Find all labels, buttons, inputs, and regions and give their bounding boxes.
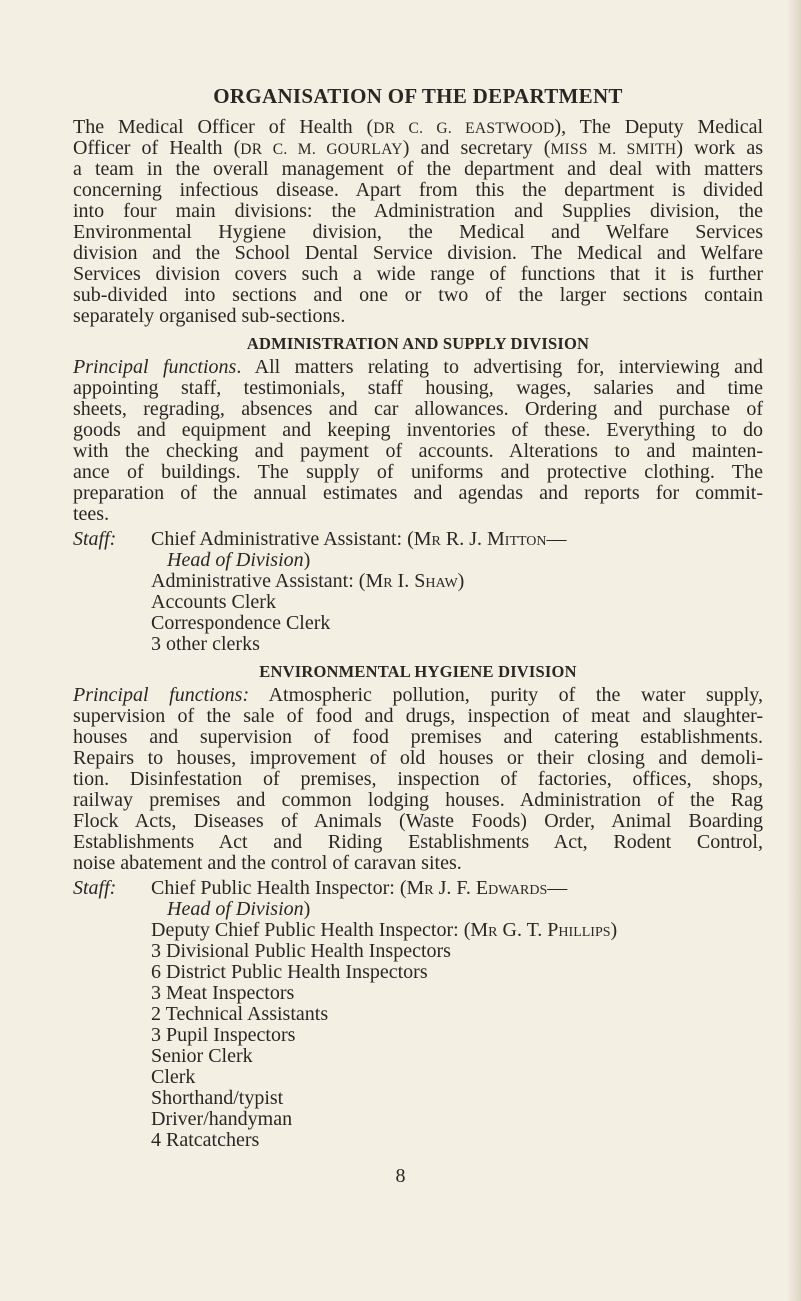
text-segment: Officer of Health ( bbox=[73, 137, 241, 159]
text-segment: tion. Disinfestation of premises, inspection of factories, offices, shops, bbox=[73, 768, 763, 790]
text-segment: ) bbox=[303, 549, 311, 571]
text-line bbox=[73, 483, 763, 504]
staff-item bbox=[73, 1088, 763, 1109]
italic-text: Principal functions: bbox=[73, 684, 250, 706]
text-segment: Chief Public Health Inspector: ( bbox=[151, 877, 407, 899]
text-segment: concerning infectious disease. Apart from this the department is divided bbox=[73, 179, 763, 201]
text-line bbox=[73, 504, 763, 525]
text-line bbox=[73, 727, 763, 748]
text-segment: 6 District Public Health Inspectors bbox=[151, 961, 428, 983]
text-segment: Correspondence Clerk bbox=[151, 612, 331, 634]
staff-list bbox=[73, 529, 763, 655]
text-segment: ) and secretary ( bbox=[402, 137, 551, 159]
text-line bbox=[73, 769, 763, 790]
text-segment: appointing staff, testimonials, staff housing, wages, salaries and time bbox=[73, 377, 763, 399]
text-line bbox=[73, 420, 763, 441]
text-segment: Environmental Hygiene division, the Medical and Welfare Services bbox=[73, 221, 763, 243]
text-segment: sheets, regrading, absences and car allowances. Ordering and purchase of bbox=[73, 398, 763, 420]
text-segment: ) work as bbox=[676, 137, 763, 159]
italic-text: Head of Division bbox=[167, 898, 304, 920]
staff-item bbox=[73, 899, 763, 920]
staff-label: Staff: bbox=[73, 877, 117, 899]
text-line bbox=[73, 748, 763, 769]
text-segment: ) bbox=[457, 570, 465, 592]
staff-item bbox=[73, 920, 763, 941]
text-line bbox=[73, 306, 763, 327]
text-segment: Deputy Chief Public Health Inspector: ( bbox=[151, 919, 471, 941]
text-line bbox=[73, 378, 763, 399]
staff-item bbox=[73, 983, 763, 1004]
text-segment: Senior Clerk bbox=[151, 1045, 253, 1067]
staff-list bbox=[73, 878, 763, 1151]
text-segment: a team in the overall management of the department and deal with matters bbox=[73, 158, 763, 180]
text-segment: railway premises and common lodging houses. Administration of the Rag bbox=[73, 789, 763, 811]
text-line bbox=[73, 201, 763, 222]
page-title: ORGANISATION OF THE DEPARTMENT bbox=[213, 84, 623, 108]
text-segment: The Medical Officer of Health ( bbox=[73, 116, 374, 138]
staff-item bbox=[73, 1004, 763, 1025]
text-line bbox=[73, 138, 763, 159]
staff-item bbox=[73, 1109, 763, 1130]
page-edge-shadow bbox=[787, 0, 801, 1301]
text-line bbox=[73, 117, 763, 138]
text-segment: ance of buildings. The supply of uniforms and protective clothing. The bbox=[73, 461, 763, 483]
text-segment: 3 Pupil Inspectors bbox=[151, 1024, 296, 1046]
name-small-caps: DR C. M. GOURLAY bbox=[240, 141, 403, 158]
text-segment: into four main divisions: the Administration and Supplies division, the bbox=[73, 200, 763, 222]
staff-item bbox=[73, 571, 763, 592]
text-line bbox=[73, 180, 763, 201]
intro-paragraph bbox=[73, 117, 763, 327]
staff-item bbox=[73, 634, 763, 655]
staff-item bbox=[73, 550, 763, 571]
text-line bbox=[73, 685, 763, 706]
text-segment: 2 Technical Assistants bbox=[151, 1003, 329, 1025]
staff-item bbox=[73, 1025, 763, 1046]
name-small-caps: Mr I. Shaw bbox=[365, 570, 458, 592]
text-segment: ), The Deputy Medical bbox=[554, 116, 764, 138]
text-line bbox=[73, 811, 763, 832]
staff-item bbox=[73, 529, 763, 550]
text-segment: Atmospheric pollution, purity of the water supply, bbox=[249, 684, 763, 706]
name-small-caps: Mr J. F. Edwards— bbox=[406, 877, 568, 899]
text-segment: 4 Ratcatchers bbox=[151, 1129, 260, 1151]
text-segment: 3 other clerks bbox=[151, 633, 260, 655]
text-segment: . All matters relating to advertising for, interviewing and bbox=[236, 356, 763, 378]
text-line bbox=[73, 441, 763, 462]
text-segment: Establishments Act and Riding Establishments Act, Rodent Control, bbox=[73, 831, 763, 853]
text-segment: Shorthand/typist bbox=[151, 1087, 284, 1109]
staff-label: Staff: bbox=[73, 528, 117, 550]
text-segment: separately organised sub-sections. bbox=[73, 305, 346, 327]
text-segment: supervision of the sale of food and drugs, inspection of meat and slaughter- bbox=[73, 705, 763, 727]
division-section bbox=[73, 661, 763, 1151]
staff-item bbox=[73, 1046, 763, 1067]
text-segment: sub-divided into sections and one or two of the larger sections contain bbox=[73, 284, 763, 306]
text-segment: Driver/handyman bbox=[151, 1108, 293, 1130]
division-heading: ADMINISTRATION AND SUPPLY DIVISION bbox=[246, 334, 590, 353]
italic-text: Principal functions bbox=[73, 356, 237, 378]
page-number: 8 bbox=[395, 1165, 406, 1187]
text-segment: noise abatement and the control of caravan sites. bbox=[73, 852, 462, 874]
text-segment: preparation of the annual estimates and agendas and reports for commit- bbox=[73, 482, 763, 504]
text-line bbox=[73, 243, 763, 264]
text-segment: ) bbox=[610, 919, 618, 941]
text-segment: tees. bbox=[73, 503, 110, 525]
text-segment: Chief Administrative Assistant: ( bbox=[151, 528, 414, 550]
text-line bbox=[73, 357, 763, 378]
text-segment: with the checking and payment of accounts. Alterations to and mainten- bbox=[73, 440, 763, 462]
text-segment: 3 Divisional Public Health Inspectors bbox=[151, 940, 451, 962]
name-small-caps: DR C. G. EASTWOOD bbox=[373, 120, 555, 137]
staff-item bbox=[73, 1130, 763, 1151]
text-line bbox=[73, 853, 763, 874]
document-page bbox=[73, 84, 763, 1151]
text-segment: Clerk bbox=[151, 1066, 196, 1088]
text-line bbox=[73, 285, 763, 306]
name-small-caps: MISS M. SMITH bbox=[550, 141, 677, 158]
text-segment: Repairs to houses, improvement of old houses or their closing and demoli- bbox=[73, 747, 763, 769]
name-small-caps: Mr G. T. Phillips bbox=[470, 919, 611, 941]
text-line bbox=[73, 264, 763, 285]
staff-item bbox=[73, 962, 763, 983]
staff-item bbox=[73, 1067, 763, 1088]
principal-functions bbox=[73, 357, 763, 525]
text-segment: goods and equipment and keeping inventories of these. Everything to do bbox=[73, 419, 763, 441]
text-segment: houses and supervision of food premises and catering establishments. bbox=[73, 726, 763, 748]
staff-item bbox=[73, 878, 763, 899]
text-line bbox=[73, 462, 763, 483]
text-segment: Services division covers such a wide range of functions that it is further bbox=[73, 263, 763, 285]
text-line bbox=[73, 222, 763, 243]
text-line bbox=[73, 706, 763, 727]
principal-functions bbox=[73, 685, 763, 874]
staff-item bbox=[73, 941, 763, 962]
text-line bbox=[73, 832, 763, 853]
text-line bbox=[73, 399, 763, 420]
division-heading: ENVIRONMENTAL HYGIENE DIVISION bbox=[259, 662, 577, 681]
text-segment: Flock Acts, Diseases of Animals (Waste Foods) Order, Animal Boarding bbox=[73, 810, 763, 832]
divisions bbox=[73, 333, 763, 1151]
division-section bbox=[73, 333, 763, 655]
staff-item bbox=[73, 613, 763, 634]
text-segment: Accounts Clerk bbox=[151, 591, 276, 613]
text-line bbox=[73, 159, 763, 180]
text-line bbox=[73, 790, 763, 811]
name-small-caps: Mr R. J. Mitton— bbox=[413, 528, 567, 550]
text-segment: ) bbox=[303, 898, 311, 920]
text-segment: 3 Meat Inspectors bbox=[151, 982, 295, 1004]
text-segment: division and the School Dental Service division. The Medical and Welfare bbox=[73, 242, 763, 264]
italic-text: Head of Division bbox=[167, 549, 304, 571]
staff-item bbox=[73, 592, 763, 613]
text-segment: Administrative Assistant: ( bbox=[151, 570, 366, 592]
